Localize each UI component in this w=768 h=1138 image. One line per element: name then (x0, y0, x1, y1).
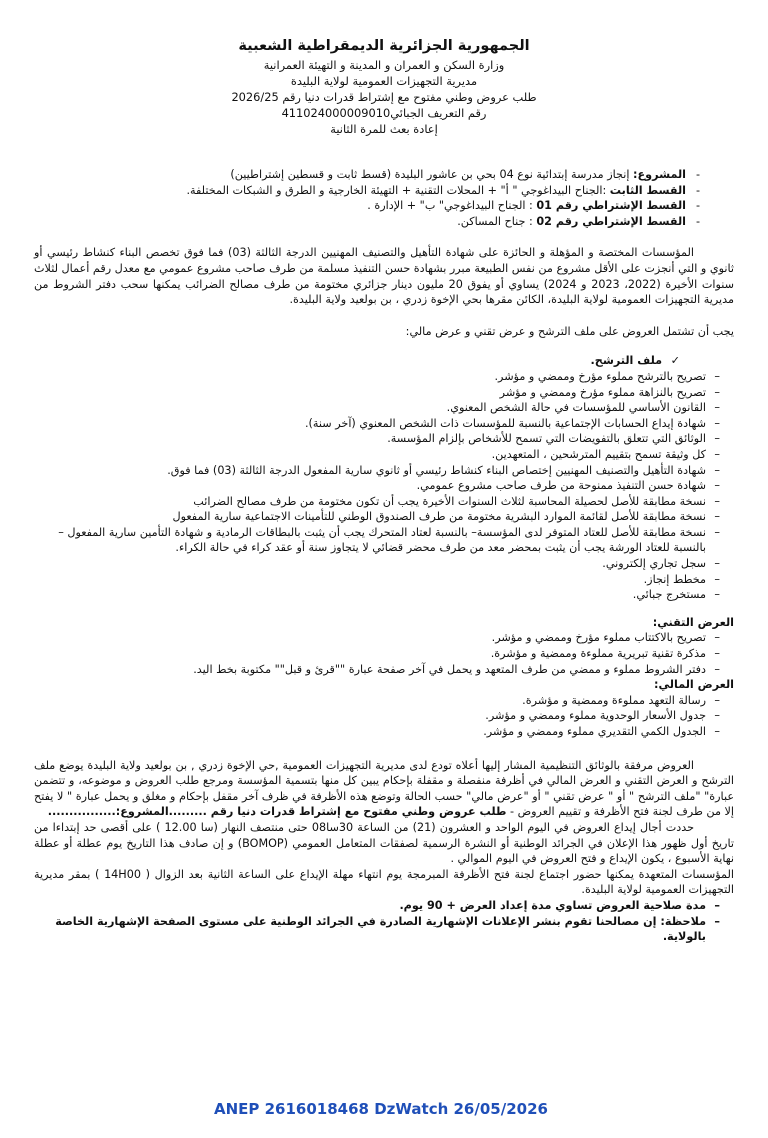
list-item: – جدول الأسعار الوحدوية مملوء وممضي و مؤشر. (34, 708, 734, 724)
list-item: – القانون الأساسي للمؤسسات في حالة الشخص المعنوي. (34, 400, 734, 416)
directorate-line: مديرية التجهيزات العمومية لولاية البليدة (290, 74, 478, 88)
project-item (34, 167, 700, 183)
tax-id: رقم التعريف الجبائي411024000009010 (281, 106, 487, 120)
list-item: – مذكرة تقنية تبريرية مملوءة وممضية و مؤشرة. (34, 646, 734, 662)
submission-text: العروض مرفقة بالوثائق التنظيمية المشار إليها أعلاه تودع لدى مديرية التجهيزات العمومية ,حي الإخوة زدري , بن بولعيد ولاية البليدة يوضع ملف الترشح و العرض التقني و العرض المالي في أظرفة منفصلة و مقفلة بإحكام يبين كل منها بتسمية المؤسسة ومرجع طلب العروض و موضوعه، و تتضمن عبارة" "ملف الترشح " أو " عرض تقني " أو "عرض مالي" حسب الحالة وتوضع هذه الأظرفة في ظرف آخر مقفل بإحكام و مغلق و يحمل عبارة " لا يفتح إلا من طرف لجنة فتح الأظرفة و تقييم العروض - (34, 758, 734, 819)
republic-title: الجمهورية الجزائرية الديمقراطية الشعبية (238, 38, 530, 54)
eligibility-paragraph: المؤسسات المختصة و المؤهلة و الحائزة على شهادة التأهيل والتصنيف المهنيين الدرجة الثالثة (03) فما فوق تخصص البناء كنشاط رئيسي أو ثانوي و التي أنجزت على الأقل مشروع من نفس الطبيعة مبرر بشهادة حسن التنفيذ مسلمة من طرف صاحب مشروع عمومي مع معدل رقم أعمال لثلاث سنوات الأخيرة (2022، 2023 و 2024) يساوي أو يفوق 20 مليون دينار جزائري مختومة من طرف مصالح الضرائب يمكنها سحب دفتر الشروط من مديرية التجهيزات العمومية لولاية البليدة، الكائن مقرها بحي الإخوة زدري ، بن بولعيد ولاية البليدة. (34, 246, 734, 307)
fixed-lot-label: القسط الثابت (609, 183, 686, 197)
relaunch-note: إعادة بعث للمرة الثانية (330, 122, 438, 136)
document-header (34, 36, 734, 137)
submission-paragraph (34, 758, 734, 820)
conditional-lot-1-text: : الجناح البيداغوجي" ب" + الإدارة . (367, 199, 537, 213)
list-item: – تصريح بالنزاهة مملوء مؤرخ وممضي و مؤشر (34, 385, 734, 401)
list-item: – نسخة مطابقة للأصل لقائمة الموارد البشرية مختومة من طرف الصندوق الوطني للتأمينات الاجتماعية سارية المفعول (34, 509, 734, 525)
list-item: – تصريح بالترشح مملوء مؤرخ وممضي و مؤشر. (34, 369, 734, 385)
candidature-list (34, 369, 734, 603)
opening-session-paragraph: المؤسسات المتعهدة يمكنها حضور اجتماع لجنة فتح الأظرفة المبرمجة يوم انتهاء مهلة الإيداع على الساعة الثانية بعد الزوال ( 14H00 ) بمقر مديرية التجهيزات العمومية لولاية البليدة. (34, 867, 734, 897)
list-item: – شهادة إيداع الحسابات الإجتماعية بالنسبة للمؤسسات ذات الشخص المعنوي (آخر سنة). (34, 416, 734, 432)
technical-offer-list (34, 630, 734, 677)
conditional-lot-2-item (34, 214, 700, 230)
offers-intro: يجب أن تشتمل العروض على ملف الترشح و عرض تقني و عرض مالي: (405, 324, 734, 338)
fixed-lot-item (34, 183, 700, 199)
ministry-line: وزارة السكن و العمران و المدينة و التهيئة العمرانية (263, 58, 505, 72)
list-item: – نسخة مطابقة للأصل للعتاد المتوفر لدى المؤسسة– بالنسبة لعتاد المتحرك يجب أن يثبت بالبطاقات الرمادية و شهادة التأمين سارية المفعول – بالنسبة للعتاد الورشة يجب أن يثبت بمحضر معد من طرف محضر قضائي لا يتجاوز سنة أو عقد كراء في حالة الكراء. (34, 525, 734, 556)
conditional-lot-2-text: : جناح المساكن. (457, 214, 537, 228)
announcement-page (34, 36, 734, 945)
project-label: المشروع: (633, 168, 686, 181)
list-item: – تصريح بالاكتتاب مملوء مؤرخ وممضي و مؤشر. (34, 630, 734, 646)
notes-list (34, 898, 734, 945)
list-item: – سجل تجاري إلكتروني. (34, 556, 734, 572)
technical-offer-title: العرض التقني: (652, 615, 734, 629)
conditional-lot-2-label: القسط الإشتراطي رقم 02 (536, 214, 686, 228)
list-item: – الوثائق التي تتعلق بالتفويضات التي تسمح للأشخاص بإلزام المؤسسة. (34, 431, 734, 447)
checkmark-icon: ✓ (670, 354, 680, 368)
financial-offer-title: العرض المالي: (654, 678, 734, 692)
candidature-title: ملف الترشح. (590, 354, 663, 368)
deadline-paragraph: حددت أجال إيداع العروض في اليوم الواحد و العشرون (21) من الساعة 30سا08 حتى منتصف النهار (سا 12.00 ) على أقصى حد إبتداءا من تاريخ أول ظهور هذا الإعلان في الجرائد الوطنية أو النشرة الرسمية لصفقات المتعامل العمومي (BOMOP) و إن صادف هذا التاريخ يوم عطلة أو عطلة نهاية الأسبوع ، يكون الإيداع و فتح العروض في اليوم الموالي . (34, 820, 734, 866)
financial-offer-list (34, 693, 734, 740)
conditional-lot-1-label: القسط الإشتراطي رقم 01 (536, 199, 686, 213)
conditional-lot-1-item (34, 198, 700, 214)
anep-reference: ANEP 2616018468 DzWatch 26/05/2026 (214, 1100, 548, 1118)
fixed-lot-text: :الجناح البيداغوجي " أ" + المحلات التقنية + التهيئة الخارجية و الطرق و الشبكات المختلفة. (186, 183, 610, 197)
candidature-heading (34, 353, 680, 369)
envelope-label: طلب عروض وطني مفتوح مع إشتراط قدرات دنيا رقم .........المشروع:................ (47, 805, 507, 819)
list-item: – مستخرج جبائي. (34, 587, 734, 603)
validity-note: – مدة صلاحية العروض تساوي مدة إعداد العرض + 90 يوم. (34, 898, 734, 914)
publication-note: – ملاحظة: إن مصالحنا تقوم بنشر الإعلانات الإشهارية الصادرة في الجرائد الوطنية على مستوى الصفحة الإشهارية الخاصة بالولاية. (34, 914, 734, 945)
list-item: – شهادة حسن التنفيذ ممنوحة من طرف صاحب مشروع عمومي. (34, 478, 734, 494)
list-item: – رسالة التعهد مملوءة وممضية و مؤشرة. (34, 693, 734, 709)
project-text: إنجاز مدرسة إبتدائية نوع 04 بحي بن عاشور البليدة (قسط ثابت و قسطين إشتراطيين) (230, 168, 634, 181)
project-list (34, 167, 700, 229)
tender-title: طلب عروض وطني مفتوح مع إشتراط قدرات دنيا رقم 2026/25 (231, 90, 537, 104)
list-item: – شهادة التأهيل والتصنيف المهنيين إختصاص البناء كنشاط رئيسي أو ثانوي سارية المفعول الدرجة الثالثة (03) فما فوق. (34, 463, 734, 479)
list-item: – مخطط إنجاز. (34, 572, 734, 588)
list-item: – نسخة مطابقة للأصل لحصيلة المحاسبة لثلاث السنوات الأخيرة يجب أن تكون مختومة من طرف مصالح الضرائب (34, 494, 734, 510)
list-item: – كل وثيقة تسمح بتقييم المترشحين ، المتعهدين. (34, 447, 734, 463)
list-item: – الجدول الكمي التقديري مملوء وممضي و مؤشر. (34, 724, 734, 740)
list-item: – دفتر الشروط مملوء و ممضي من طرف المتعهد و يحمل في آخر صفحة عبارة ""قرئ و قبل"" مكتوبة بخط اليد. (34, 662, 734, 678)
